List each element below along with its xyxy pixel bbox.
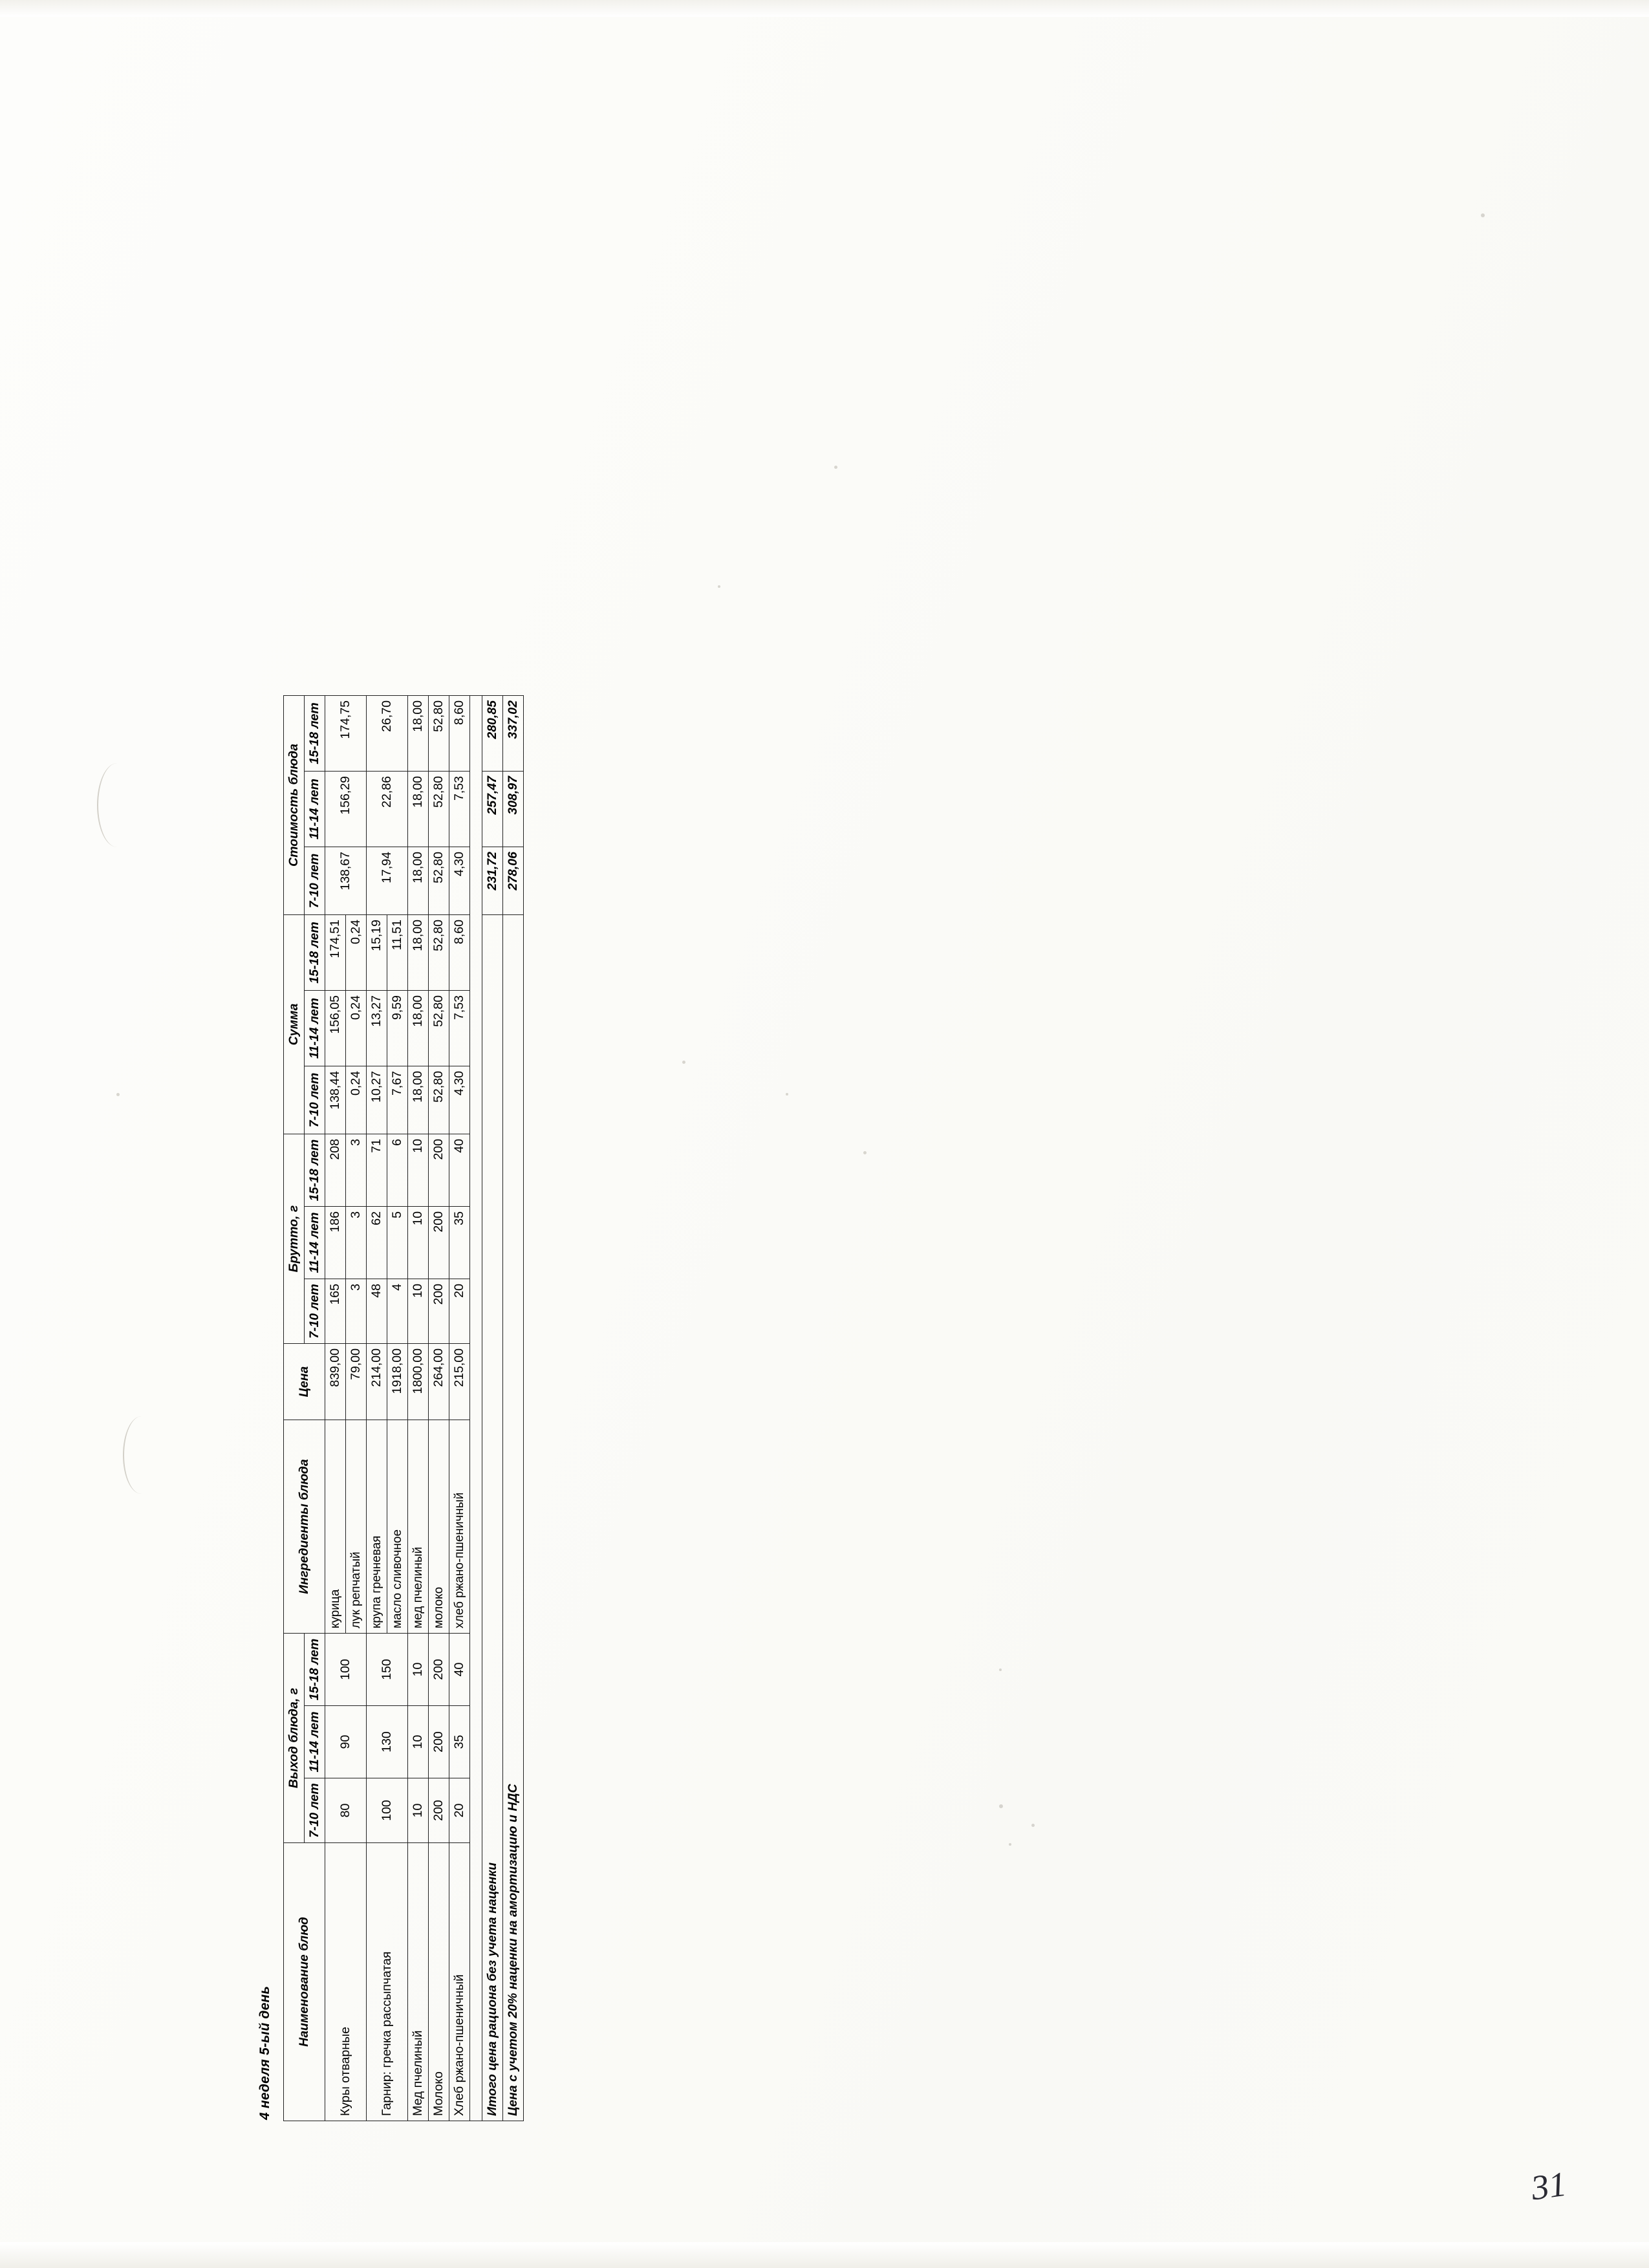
cost-11-14: 7,53 [449,772,470,847]
ingredient-name: масло сливочное [387,1420,408,1634]
header-output-group: Выход блюда, г [284,1634,305,1843]
menu-table [283,695,524,2121]
ingredient-name: лук репчатый [346,1420,367,1634]
sum-15-18: 18,00 [408,915,429,991]
cost-15-18: 18,00 [408,696,429,772]
sum-15-18: 52,80 [429,915,449,991]
cost-15-18: 174,75 [325,696,367,772]
total-11-14: 257,47 [482,772,503,847]
page-number-handwritten: 31 [1529,2164,1569,2208]
dish-output-15-18: 40 [449,1634,470,1706]
ingredient-price: 79,00 [346,1344,367,1420]
sum-11-14: 52,80 [429,991,449,1066]
dish-name: Куры отварные [325,1843,367,2121]
total-7-10: 231,72 [482,847,503,915]
sum-15-18: 15,19 [367,915,387,991]
sum-15-18: 0,24 [346,915,367,991]
header-sum-group: Сумма [284,915,305,1134]
menu-document [257,207,524,2121]
ingredient-name: курица [325,1420,346,1634]
sum-11-14: 0,24 [346,991,367,1066]
header-cost-15-18: 15-18 лет [305,696,325,772]
sum-15-18: 11,51 [387,915,408,991]
dish-name: Хлеб ржано-пшеничный [449,1843,470,2121]
total-7-10: 278,06 [503,847,524,915]
total-15-18: 337,02 [503,696,524,772]
cost-15-18: 52,80 [429,696,449,772]
table-spacer-row [470,696,482,2121]
table-total-row [503,696,524,2121]
gross-7-10: 20 [449,1279,470,1344]
dish-output-15-18: 150 [367,1634,408,1706]
gross-11-14: 35 [449,1207,470,1279]
gross-7-10: 48 [367,1279,387,1344]
total-15-18: 280,85 [482,696,503,772]
sum-7-10: 52,80 [429,1066,449,1134]
cost-15-18: 26,70 [367,696,408,772]
header-ingredients: Ингредиенты блюда [284,1420,325,1634]
header-gross-7-10: 7-10 лет [305,1279,325,1344]
cost-11-14: 18,00 [408,772,429,847]
sum-11-14: 13,27 [367,991,387,1066]
header-gross-15-18: 15-18 лет [305,1134,325,1207]
sum-7-10: 4,30 [449,1066,470,1134]
total-label: Итого цена рациона без учета наценки [482,915,503,2121]
ingredient-name: хлеб ржано-пшеничный [449,1420,470,1634]
dish-output-7-10: 200 [429,1778,449,1843]
ingredient-name: мед пчелиный [408,1420,429,1634]
header-output-11-14: 11-14 лет [305,1706,325,1778]
dish-output-15-18: 200 [429,1634,449,1706]
header-sum-15-18: 15-18 лет [305,915,325,991]
header-cost-group: Стоимость блюда [284,696,305,915]
table-row [325,696,346,2121]
sum-11-14: 18,00 [408,991,429,1066]
dish-output-7-10: 80 [325,1778,367,1843]
dish-output-11-14: 90 [325,1706,367,1778]
dish-output-11-14: 10 [408,1706,429,1778]
cost-11-14: 156,29 [325,772,367,847]
dish-output-15-18: 100 [325,1634,367,1706]
sum-15-18: 8,60 [449,915,470,991]
header-price: Цена [284,1344,325,1420]
sum-7-10: 10,27 [367,1066,387,1134]
page-title: 4 неделя 5-ый день [257,1986,272,2120]
total-label: Цена с учетом 20% наценки на амортизацию и НДС [503,915,524,2121]
dish-output-7-10: 100 [367,1778,408,1843]
sum-7-10: 0,24 [346,1066,367,1134]
gross-15-18: 40 [449,1134,470,1207]
dish-name: Молоко [429,1843,449,2121]
header-gross-11-14: 11-14 лет [305,1207,325,1279]
cost-7-10: 4,30 [449,847,470,915]
ingredient-price: 214,00 [367,1344,387,1420]
table-row [408,696,429,2121]
dish-output-7-10: 10 [408,1778,429,1843]
header-name: Наименование блюд [284,1843,325,2121]
header-cost-7-10: 7-10 лет [305,847,325,915]
table-total-row [482,696,503,2121]
gross-11-14: 62 [367,1207,387,1279]
header-sum-11-14: 11-14 лет [305,991,325,1066]
cost-7-10: 17,94 [367,847,408,915]
total-11-14: 308,97 [503,772,524,847]
gross-11-14: 200 [429,1207,449,1279]
header-output-7-10: 7-10 лет [305,1778,325,1843]
ingredient-price: 1918,00 [387,1344,408,1420]
table-row [449,696,470,2121]
ingredient-price: 839,00 [325,1344,346,1420]
ingredient-price: 1800,00 [408,1344,429,1420]
cost-7-10: 138,67 [325,847,367,915]
dish-name: Гарнир: гречка рассыпчатая [367,1843,408,2121]
gross-15-18: 3 [346,1134,367,1207]
sum-7-10: 18,00 [408,1066,429,1134]
gross-11-14: 186 [325,1207,346,1279]
header-cost-11-14: 11-14 лет [305,772,325,847]
dish-output-11-14: 130 [367,1706,408,1778]
sum-7-10: 138,44 [325,1066,346,1134]
header-output-15-18: 15-18 лет [305,1634,325,1706]
table-header-group-row [284,696,305,2121]
gross-11-14: 10 [408,1207,429,1279]
sum-11-14: 9,59 [387,991,408,1066]
gross-7-10: 3 [346,1279,367,1344]
header-gross-group: Брутто, г [284,1134,305,1344]
ingredient-price: 215,00 [449,1344,470,1420]
gross-7-10: 10 [408,1279,429,1344]
ingredient-name: молоко [429,1420,449,1634]
gross-15-18: 10 [408,1134,429,1207]
dish-name: Мед пчелиный [408,1843,429,2121]
gross-7-10: 200 [429,1279,449,1344]
dish-output-7-10: 20 [449,1778,470,1843]
gross-11-14: 3 [346,1207,367,1279]
dish-output-11-14: 200 [429,1706,449,1778]
gross-7-10: 165 [325,1279,346,1344]
gross-15-18: 71 [367,1134,387,1207]
gross-15-18: 6 [387,1134,408,1207]
sum-15-18: 174,51 [325,915,346,991]
cost-15-18: 8,60 [449,696,470,772]
cost-7-10: 52,80 [429,847,449,915]
gross-7-10: 4 [387,1279,408,1344]
dish-output-11-14: 35 [449,1706,470,1778]
header-sum-7-10: 7-10 лет [305,1066,325,1134]
sum-11-14: 7,53 [449,991,470,1066]
gross-15-18: 200 [429,1134,449,1207]
table-row [367,696,387,2121]
sum-7-10: 7,67 [387,1066,408,1134]
ingredient-name: крупа гречневая [367,1420,387,1634]
cost-11-14: 52,80 [429,772,449,847]
cost-7-10: 18,00 [408,847,429,915]
cost-11-14: 22,86 [367,772,408,847]
table-row [429,696,449,2121]
gross-11-14: 5 [387,1207,408,1279]
gross-15-18: 208 [325,1134,346,1207]
dish-output-15-18: 10 [408,1634,429,1706]
sum-11-14: 156,05 [325,991,346,1066]
ingredient-price: 264,00 [429,1344,449,1420]
